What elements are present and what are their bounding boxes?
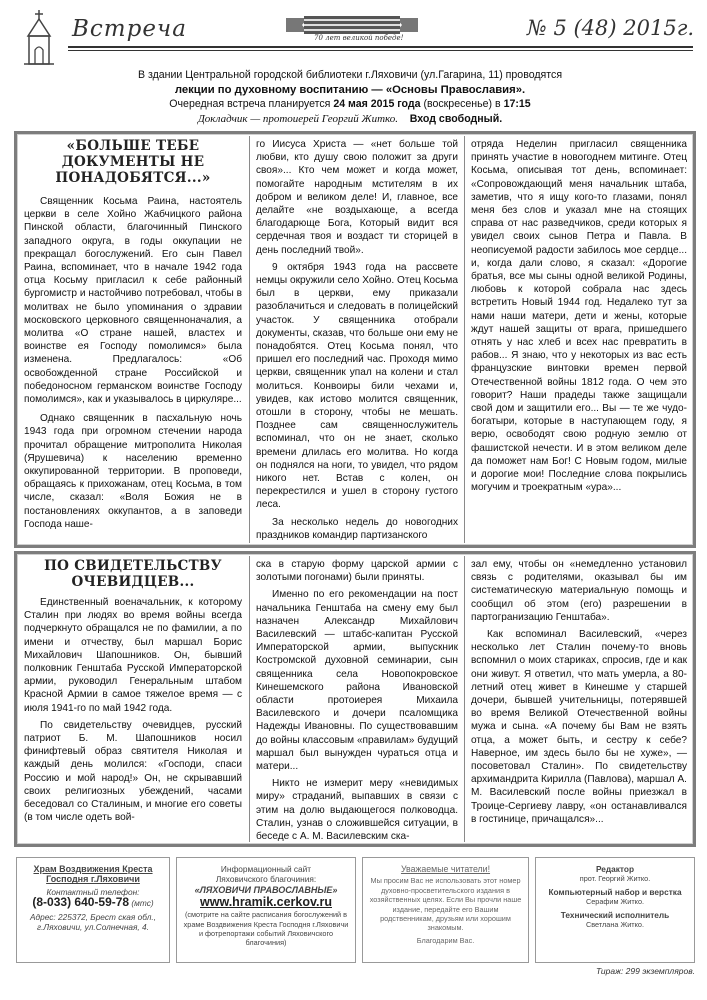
announcement-lecturer: Докладчик — протоиерей Георгий Житко. [197,112,399,125]
phone-line [21,897,165,908]
article-2-headline: ПО СВИДЕТЕЛЬСТВУ ОЧЕВИДЦЕВ... [44,558,222,590]
article-2-paragraph: Как вспоминал Василевский, «через несколько лет Сталин почему-то вновь вспомнил о моих стариках, спросив, где и как они живут. Я ответил, что мать умерла, а 80-летний отец живет в Кинешме у старшей дочери, бывшей учительницы, потерявшей во время Великой Отечественной войны мужа и сына. «А почему бы Вам не взять отца, а может быть, и сестру к себе? Наверное, им здесь было бы не хуже», — посоветовал Сталин». По свидетельству архимандрита Кирилла (Павлова), маршал А. М. Василевский после войны приезжал в Троице-Сергиеву лавру, «он останавливался в гостинице, причащался»... [471,629,687,825]
title-rule [68,46,693,48]
church-name-line-1: Храм Воздвижения Креста [33,864,153,874]
announcement-line-1: В здании Центральной городской библиотеки г.Ляховичи (ул.Гагарина, 11) проводятся [137,69,563,81]
website-name: «ЛЯХОВИЧИ ПРАВОСЛАВНЫЕ» [194,884,338,895]
readers-text: Мы просим Вас не использовать этот номер духовно-просветительского издания в хозяйственных целях. Если Вы прочли наше издание, передайте его Вашим родственникам, друзьям или хорошим знакомым. [369,876,522,933]
announcement-entry: Вход свободный. [409,112,503,125]
announcement-line-2: лекции по духовному воспитанию — «Основы Православия». [174,83,526,96]
article-2-paragraph: зал ему, чтобы он «немедленно установил связь с родителями, оказывал бы им систематическую материальную помощь и сообщил об этом (его) разрешении в партогранизацию Генштаба». [471,559,687,623]
article-1-column-3 [471,138,687,494]
article-1-paragraph: Однако священник в пасхальную ночь 1943 года при огромном стечении народа прочитал обращение митрополита Николая (Ярушевича) к населению временно оккупированной территории. В проповеди, обращаясь к прихожанам, отец Косьма, в том числе, сказал: «Воля Божия не в постановлениях оккупантов, а в заповеди Господа наше- [24,413,242,530]
column-divider [249,556,250,842]
article-2-paragraph: Единственный военачальник, к которому Сталин при людях во время войны всегда подчеркнуто обращался не по фамилии, а по имени и отчеству, был маршал Борис Михайлович Шапошников. Он, бывший полковник Генштаба Русской Императорской армии, руководил Генеральным штабом Красной Армии в самое тяжелое время — с июля 1941-го по май 1942 года. [24,597,242,714]
announcement-line-3 [110,97,590,112]
lecture-announcement [110,68,590,126]
article-2-paragraph: По свидетельству очевидцев, русский патриот Б. М. Шапошников носил финифтевый образ святителя Николая и каждый день молился: «Господи, спаси Россию и мой народ!» Он, не скрывавший своих религиозных убеждений, часами беседовал со Сталиным, и многие его советы (в том числе одеть вой- [24,719,242,824]
article-1-paragraph: Священник Косьма Раина, настоятель церкви в селе Хойно Жабчицкого района Пинской области, благочинный Пинского западного округа, в годы оккупации не прекращал богослужений. Его сын Павел Раина, вспоминает, что в начале 1942 года отца Косьму пригласил к себе районный бургомистр и настойчиво потребовал, чтобы в молитвах не было упоминания о здравии московского церковного священноначалия, а молитва «О стране нашей, властех и воинстве ея Господу помолимся» была изменена. Предлагалось: «Об освобожденной стране Российской и победоносном германском воинстве Господу помолимся», как и указывалось в циркуляре... [24,196,242,406]
article-1-paragraph: 9 октября 1943 года на рассвете немцы окружили село Хойно. Отец Косьма был в церкви, ему приказали разоблачиться и следовать в полицейский участок. У священника отобрали документы, сказав, что больше они ему не понадобятся. Отец Косьма понял, что пришел его последний час. Проходя мимо церкви, священник упал на колени и стал молиться. Конвоиры били чехами и, увидев, как истово молится священник, отошли в сторону, чтобы не мешать. Позднее сам священнослужитель вспоминал, что он не знает, сколько времени длилась его молитва. Но когда он поднялся на ноги, то увидел, что рядом никого нет. Встав с колен, он перекрестился и ушел в сторону густого леса. [256,261,458,511]
readers-thanks: Благодарим Вас. [416,935,475,945]
announcement-date: 24 мая 2015 года [333,98,421,110]
column-divider [464,136,465,543]
website-note: (смотрите на сайте расписания богослужений в храме Воздвижения Креста Господня г.Ляховичи и фотрепортажи событий Ляховичского благочиния) [183,910,349,948]
website-line-1: Информационный сайт [220,864,312,874]
announcement-prefix: Очередная встреча планируется [169,98,334,110]
article-1-paragraph: За несколько недель до новогодних праздников командир партизанского [256,516,458,541]
readers-notice-box [362,857,529,963]
phone-label: Контактный телефон: [46,886,140,897]
church-address: Адрес: 225372, Брест ская обл., г.Ляховичи, ул.Солнечная, 4. [29,911,157,933]
victory-ribbon-icon [284,14,420,36]
website-line-2: Ляховичского благочиния: [215,874,317,885]
circulation-note: Тираж: 299 экземпляров. [596,966,695,976]
editor-label: Редактор [595,864,635,874]
article-1-paragraph: го Иисуса Христа — «нет больше той любви, кто душу свою положит за други своя»... Кто чем может и когда может, помогайте народным мстителям в их добром и великом деле! И, главное, все делайте «не воздыхающе, а всегда благодарюще Бога, Который видит вся сердечная твоя и воздаст ти сторицей в день последний твой». [256,139,458,256]
announcement-mid: (воскресенье) в [420,98,504,110]
announcement-time: 17:15 [503,98,531,110]
church-contact-box [16,857,170,963]
editor-name: прот. Георгий Житко. [579,874,651,884]
article-1-headline: «БОЛЬШЕ ТЕБЕ ДОКУМЕНТЫ НЕ ПОНАДОБЯТСЯ...» [55,138,211,186]
phone-number[interactable]: (8-033) 640-59-78 [32,895,130,910]
article-2-paragraph: ска в старую форму царской армии с золотыми погонами) были приняты. [256,559,458,584]
layout-name: Серафим Житко. [585,897,645,907]
layout-label: Компьютерный набор и верстка [548,886,682,897]
tech-label: Технический исполнитель [560,909,670,920]
article-2-paragraph: Никто не измерит меру «невидимых миру» страданий, выпавших в связи с этим на долю выдающегося полководца. Сталин, узнав о сложившейся ситуации, в беседе с А. М. Василевским ска- [256,778,458,843]
phone-suffix: (мтс) [131,898,154,909]
article-2-paragraph: Именно по его рекомендации на пост начальника Генштаба на смену ему был назначен Александр Михайлович Василевский — штабс-капитан Русской Императорской армии, выпускник Костромской духовной семинарии, сын священника села Новопокровское Кинешемского района Ивановской области протоиерея Михаила Василевского и дочери псаломщика Надежды Ивановны. По существовавшим до войны классовым «правилам» будущий маршал был вынужден чураться отца и матери... [256,589,458,773]
website-url-link[interactable]: www.hramik.cerkov.ru [200,895,332,910]
issue-number: № 5 (48) 2015г. [526,16,694,40]
title-rule-thin [68,50,693,51]
newspaper-title: Встреча [72,16,187,42]
announcement-line-4 [110,112,590,127]
article-1-column-2 [256,138,458,542]
readers-heading: Уважаемые читатели! [400,864,491,874]
article-2-column-1 [24,558,242,824]
masthead [14,10,698,68]
column-divider [464,556,465,842]
tech-name: Светлана Житко. [585,920,644,930]
church-name-line-2: Господня г.Ляховичи [46,874,140,885]
ribbon-caption: 70 лет великой победе! [314,34,404,42]
church-icon [22,10,56,66]
article-1-paragraph: отряда Неделин пригласил священника принять участие в новогоднем митинге. Отец Косьма, описывая тот день, вспоминает: «Сопровождающий меня начальник штаба, заметив, что я ищу кого-то глазами, понял меня без слов и указал мне на стоящих справа от нас разведчиков, среди которых я увидел своих сынов Петра и Павла. В неописуемой радости забилось мое сердце... и, когда дали слово, я сказал: «Дорогие братья, все мы сыны одной великой Родины, любовь к которой собрала нас здесь встретить Новый 1944 год. Недалеко тут за нами наши матери, дети и жены, которые ждут нашей защиты от врага, пришедшего отнять у нас хлеб и всех нас превратить в рабов... Я знаю, что у некоторых из вас есть французские винтовки времен первой Отечественной войны 1812 года. О чем это говорит? Наши прадеды также защищали свой дом и защитили его... Вы — те же чудо-богатыри, которые в наступающем году, я верю, освободят свою родную землю от фашистской нечести. И в этом великом деле да поможет нам Бог! С Новым годом, милые и дорогие мои! Последние слова покрылись могучим и троекратным «ура»... [471,139,687,494]
credits-box [535,857,695,963]
column-divider [249,136,250,543]
website-box [176,857,356,963]
article-1-column-1 [24,138,242,531]
article-2-column-2 [256,558,458,843]
article-2-column-3 [471,558,687,826]
